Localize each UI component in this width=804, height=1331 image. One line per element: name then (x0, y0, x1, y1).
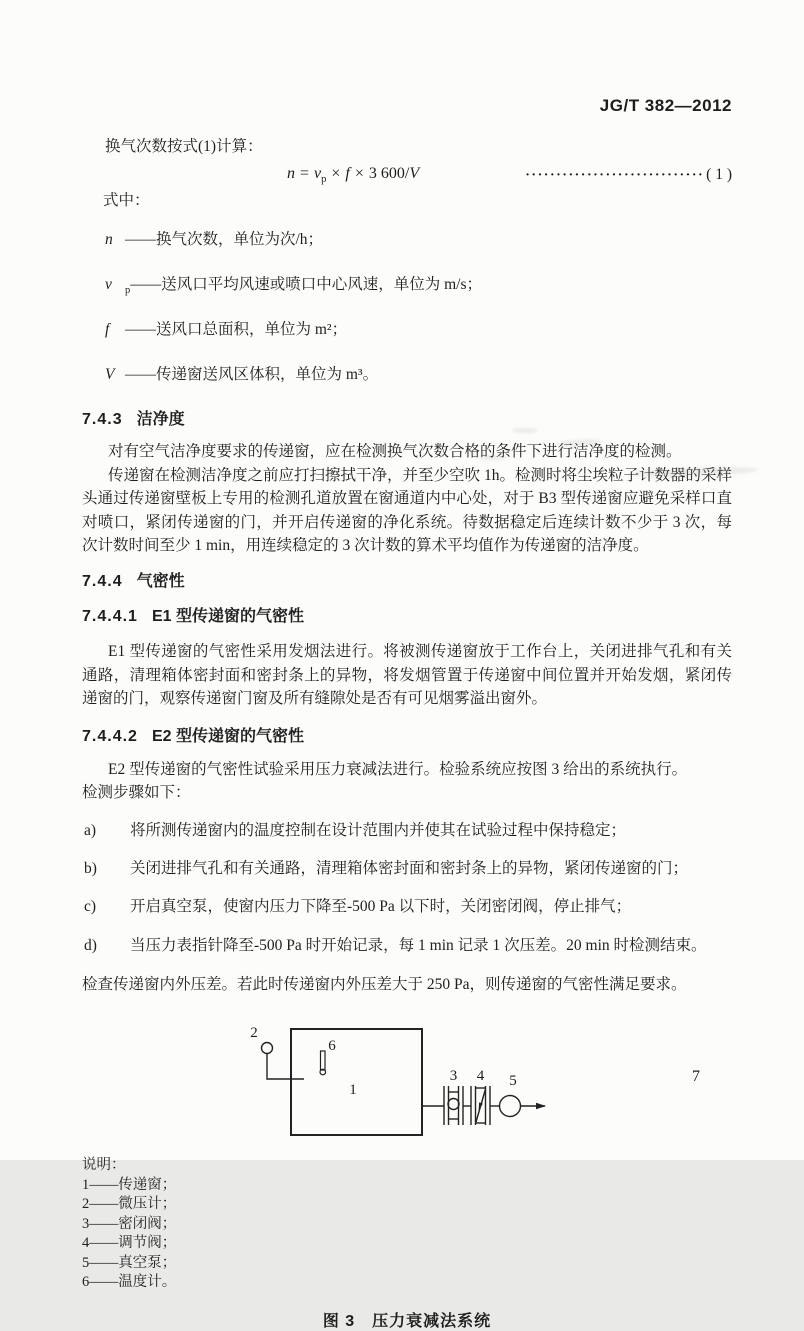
section-heading-7-4-4 (82, 570, 732, 594)
definition-text: ——送风口平均风速或喷口中心风速，单位为 m/s； (130, 276, 483, 294)
step-text: 将所测传递窗内的温度控制在设计范围内并使其在试验过程中保持稳定； (130, 821, 627, 839)
definition-symbol: n (105, 231, 113, 249)
legend-item-1: 1——传递窗； (82, 1176, 177, 1193)
flow-arrow (536, 1103, 546, 1109)
legend-item-3: 3——密闭阀； (82, 1215, 177, 1232)
section-title: 气密性 (136, 573, 185, 591)
document-code-header: JG/T 382—2012 (599, 96, 732, 115)
definition-text: ——换气次数，单位为次/h； (125, 231, 324, 249)
formula-intro: 换气次数按式(1)计算： (105, 138, 263, 155)
definition-f (82, 318, 732, 348)
page-number: 7 (692, 1068, 700, 1085)
section-title: E2 型传递窗的气密性 (151, 727, 304, 745)
equals-sign: = (300, 165, 310, 183)
step-c (82, 896, 732, 919)
definition-vp (82, 273, 732, 303)
legend-item-5: 5——真空泵； (82, 1254, 177, 1271)
label-micro-manometer: 2 (250, 1025, 258, 1042)
times-sign-1: × (331, 165, 341, 183)
manometer-connection-line (267, 1054, 304, 1080)
definition-n (82, 228, 732, 258)
times-sign-2: × (354, 165, 364, 183)
section-number: 7.4.3 (82, 411, 123, 429)
section-heading-7-4-4-2 (82, 725, 732, 749)
section-number: 7.4.4.1 (82, 608, 138, 626)
var-v-subscript: p (321, 174, 327, 186)
legend-title: 说明： (82, 1157, 126, 1174)
figure-legend (82, 1156, 732, 1292)
section-heading-7-4-3 (82, 408, 732, 432)
step-label: c) (84, 898, 97, 916)
step-text: 关闭进排气孔和有关通路，清理箱体密封面和密封条上的异物，紧闭传递窗的门； (130, 860, 689, 878)
step-b (82, 858, 732, 881)
label-regulating-valve: 4 (476, 1068, 485, 1085)
definition-symbol: f (105, 321, 110, 339)
equation-1-row (82, 162, 732, 188)
definition-symbol-sub: p (125, 285, 131, 297)
vacuum-pump-symbol (500, 1096, 521, 1117)
step-label: b) (84, 860, 97, 878)
section-number: 7.4.4 (82, 573, 123, 591)
coefficient: 3 600/ (368, 165, 410, 183)
leader-dots: ····························· (525, 168, 705, 184)
step-a (82, 820, 732, 843)
section-title: E1 型传递窗的气密性 (151, 608, 304, 626)
equation-leader (419, 166, 732, 184)
paragraph-7442-closing: 检查传递窗内外压差。若此时传递窗内外压差大于 250 Pa，则传递窗的气密性满足要求。 (82, 976, 687, 994)
definition-text: ——送风口总面积，单位为 m²； (125, 321, 348, 339)
micro-manometer-symbol (262, 1043, 273, 1054)
figure-caption: 图 3 压力衰减法系统 (322, 1313, 492, 1331)
var-V: V (409, 165, 420, 183)
section-title: 洁净度 (136, 411, 185, 429)
equation-number: ( 1 ) (706, 166, 732, 184)
legend-item-2: 2——微压计； (82, 1196, 177, 1213)
section-heading-7-4-4-1 (82, 605, 732, 629)
var-f: f (345, 165, 350, 183)
definition-symbol: V (105, 366, 115, 384)
definition-symbol: v (105, 276, 112, 294)
paragraph-743-2: 传递窗在检测洁净度之前应打扫擦拭干净，并至少空吹 1h。检测时将尘埃粒子计数器的采样头通过传递窗壁板上专用的检测孔道放置在窗通道内中心处，对于 B3 型传递窗应避免采样口直对喷口，紧闭传递窗的门，并开启传递窗的净化系统。待数据稳定后连续计数不少于 3 次，每次计数时间至少 1 min，用连续稳定的 3 次计数的算术平均值作为传递窗的洁净度。 (82, 466, 732, 554)
var-v: v (314, 165, 322, 183)
regulating-valve-symbol (471, 1086, 490, 1125)
definition-V (82, 363, 732, 393)
step-text: 当压力表指针降至-500 Pa 时开始记录，每 1 min 记录 1 次压差。20 min 时检测结束。 (130, 936, 707, 954)
legend-item-6: 6——温度计。 (82, 1273, 177, 1290)
label-vacuum-pump: 5 (509, 1073, 517, 1090)
var-n: n (287, 165, 295, 183)
pressure-decay-system-diagram (82, 1006, 732, 1154)
paragraph-7442-1: E2 型传递窗的气密性试验采用压力衰减法进行。检验系统应按图 3 给出的系统执行。 (108, 760, 688, 778)
definition-text: ——传递窗送风区体积，单位为 m³。 (125, 366, 379, 384)
where-label: 式中： (103, 192, 150, 210)
step-text: 开启真空泵，使窗内压力下降至-500 Pa 以下时，关闭密闭阀，停止排气； (130, 898, 632, 916)
label-seal-valve: 3 (449, 1068, 458, 1085)
label-thermometer: 6 (328, 1038, 336, 1055)
paragraph-743-1: 对有空气洁净度要求的传递窗，应在检测换气次数合格的条件下进行洁净度的检测。 (108, 443, 682, 461)
paragraph-7441-1: E1 型传递窗的气密性采用发烟法进行。将被测传递窗放于工作台上，关闭进排气孔和有关通路，清理箱体密封面和密封条上的异物，将发烟管置于传递窗中间位置并开始发烟，紧闭传递窗的门，观察传递窗门窗及所有缝隙处是否有可见烟雾溢出窗外。 (82, 643, 732, 708)
equation-1 (287, 165, 419, 185)
test-steps-list (82, 820, 732, 958)
legend-item-4: 4——调节阀； (82, 1235, 177, 1252)
paragraph-7442-2: 检测步骤如下： (82, 783, 191, 801)
section-number: 7.4.4.2 (82, 727, 138, 745)
step-label: a) (84, 821, 97, 839)
step-d (82, 935, 732, 958)
label-transfer-window: 1 (349, 1082, 357, 1099)
step-label: d) (84, 936, 97, 954)
seal-valve-symbol (444, 1086, 463, 1125)
symbol-definitions (82, 228, 732, 393)
thermometer-symbol (321, 1051, 326, 1070)
